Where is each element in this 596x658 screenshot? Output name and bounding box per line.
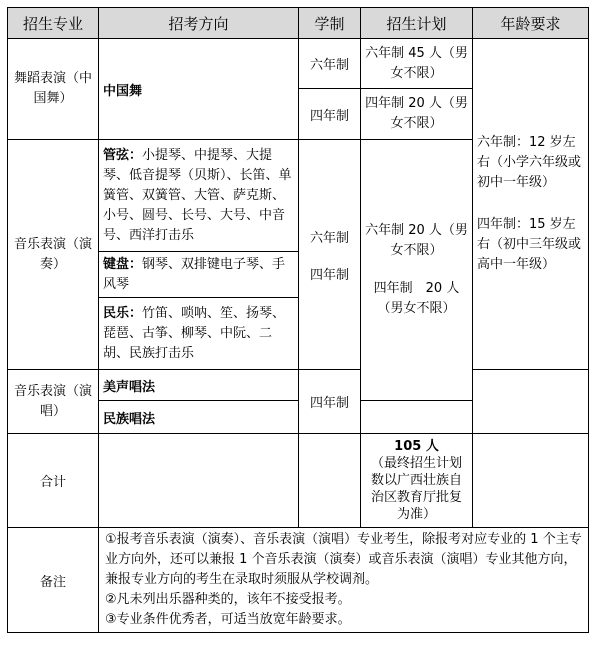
header-system: 学制	[299, 8, 361, 39]
remark-item: ①报考音乐表演（演奏）、音乐表演（演唱）专业考生，除报考对应专业的 1 个主专业方向外，还可以兼报 1 个音乐表演（演奏）或音乐表演（演唱）专业其他方向，兼报专业方向的考生在录取时须服从学校调剂。	[105, 532, 582, 587]
music-play-plan	[361, 140, 473, 401]
age-empty	[473, 370, 589, 434]
header-row	[8, 8, 589, 39]
music-play-major: 音乐表演（演奏）	[8, 140, 99, 370]
dance-direction: 中国舞	[99, 39, 299, 140]
min-title: 民乐：	[103, 305, 143, 321]
table-row	[8, 39, 589, 89]
music-play-plan-six: 六年制 20 人（男女不限）	[365, 223, 468, 258]
guan-items: 小提琴、中提琴、大提琴、低音提琴（贝斯）、长笛、单簧管、双簧管、大管、萨克斯、小号、圆号、长号、大号、中音号、西洋打击乐	[103, 147, 292, 243]
guan-title: 管弦：	[103, 147, 143, 163]
dance-plan-four: 四年制 20 人（男女不限）	[361, 89, 473, 140]
music-play-guan	[99, 140, 299, 252]
header-direction: 招考方向	[99, 8, 299, 39]
music-play-system-six: 六年制	[309, 230, 349, 246]
music-sing-major: 音乐表演（演唱）	[8, 370, 99, 434]
total-count: 105 人	[394, 439, 439, 454]
remarks-label: 备注	[8, 528, 99, 633]
remark-item: ③专业条件优秀者，可适当放宽年龄要求。	[105, 612, 351, 627]
remarks-row	[8, 528, 589, 633]
music-play-jian	[99, 252, 299, 298]
music-sing-system: 四年制	[299, 370, 361, 434]
age-four: 四年制：15 岁左右（初中三年级或高中一年级）	[477, 217, 582, 272]
jian-items: 钢琴、双排键电子琴、手风琴	[103, 256, 286, 292]
jian-title: 键盘：	[103, 256, 143, 272]
table-row	[8, 370, 589, 401]
music-play-min	[99, 298, 299, 370]
age-six: 六年制：12 岁左右（小学六年级或初中一年级）	[477, 135, 582, 190]
total-row	[8, 434, 589, 528]
total-note: （最终招生计划数以广西壮族自治区教育厅批复为准）	[370, 456, 462, 522]
music-sing-dir-folk: 民族唱法	[99, 401, 299, 434]
total-age-empty	[473, 434, 589, 528]
music-play-plan-four: 四年制 20 人（男女不限）	[373, 281, 460, 316]
total-label: 合计	[8, 434, 99, 528]
header-major: 招生专业	[8, 8, 99, 39]
dance-system-six: 六年制	[299, 39, 361, 89]
remarks-content	[99, 528, 589, 633]
total-system-empty	[299, 434, 361, 528]
total-plan	[361, 434, 473, 528]
age-requirements	[473, 39, 589, 370]
header-plan: 招生计划	[361, 8, 473, 39]
dance-system-four: 四年制	[299, 89, 361, 140]
music-play-system	[299, 140, 361, 370]
dance-plan-six: 六年制 45 人（男女不限）	[361, 39, 473, 89]
total-direction-empty	[99, 434, 299, 528]
dance-major: 舞蹈表演（中国舞）	[8, 39, 99, 140]
music-sing-dir-bel-canto: 美声唱法	[99, 370, 299, 401]
admissions-table	[7, 7, 589, 633]
remark-item: ②凡未列出乐器种类的，该年不接受报考。	[105, 592, 351, 607]
min-items: 竹笛、唢呐、笙、扬琴、琵琶、古筝、柳琴、中阮、二胡、民族打击乐	[103, 305, 286, 361]
music-play-system-four: 四年制	[309, 267, 349, 283]
header-age: 年龄要求	[473, 8, 589, 39]
